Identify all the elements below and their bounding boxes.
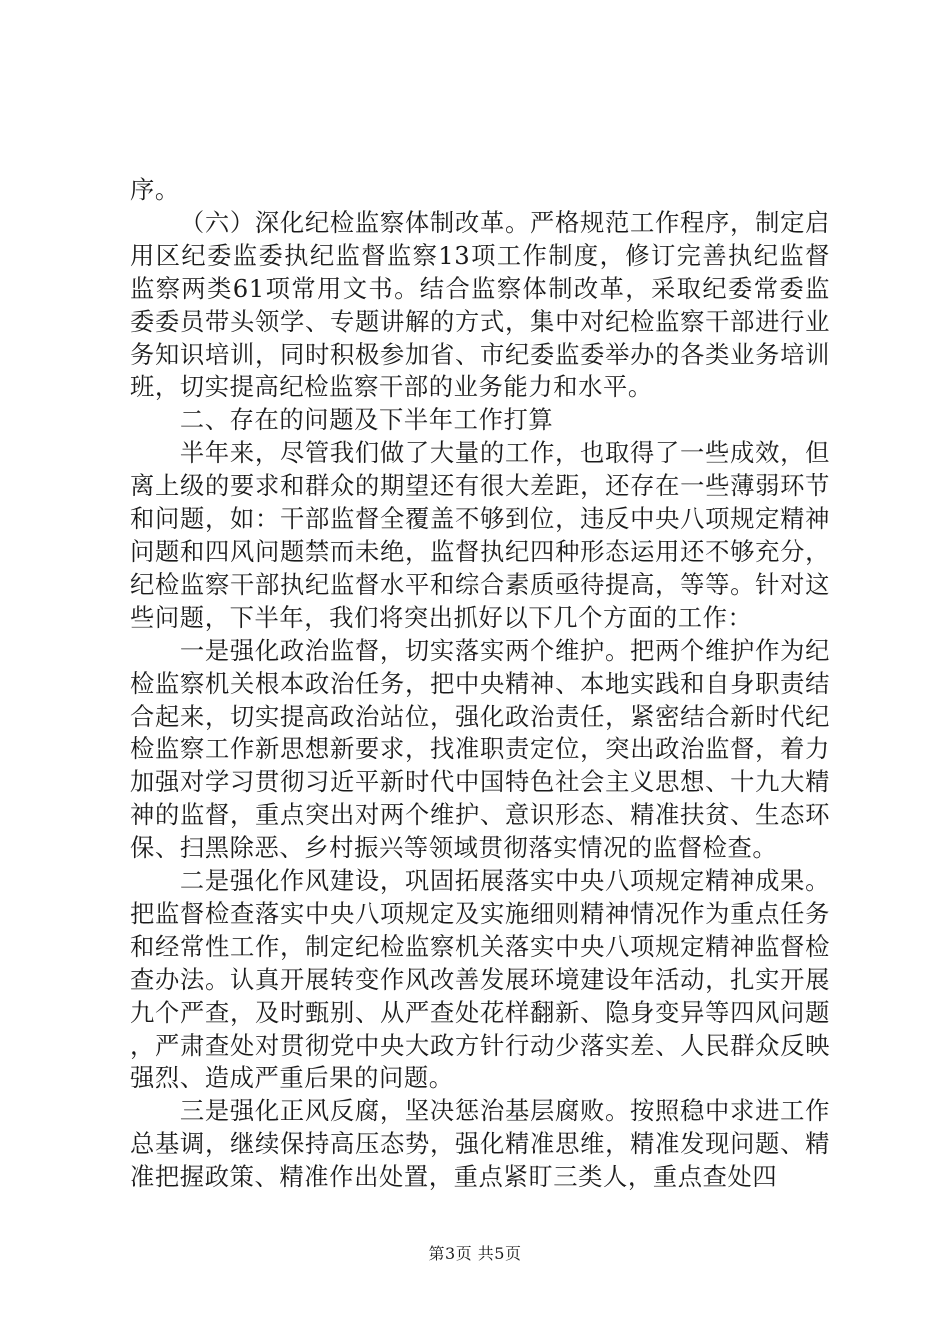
paragraph-political-supervision: 一是强化政治监督，切实落实两个维护。把两个维护作为纪检监察机关根本政治任务，把中央精神、本地实践和自身职责结合起来，切实提高政治站位，强化政治责任，紧密结合新时代纪检监察工作新思想新要求，找准职责定位，突出政治监督，着力加强对学习贯彻习近平新时代中国特色社会主义思想、十九大精神的监督，重点突出对两个维护、意识形态、精准扶贫、生态环保、扫黑除恶、乡村振兴等领域贯彻落实情况的监督检查。 [130,635,830,863]
page-number-label: 第3页 共5页 [428,1244,522,1263]
paragraph-half-year-review: 半年来，尽管我们做了大量的工作，也取得了一些成效，但离上级的要求和群众的期望还有很大差距，还存在一些薄弱环节和问题，如：干部监督全覆盖不够到位，违反中央八项规定精神问题和四风问题禁而未绝，监督执纪四种形态运用还不够充分，纪检监察干部执纪监督水平和综合素质亟待提高，等等。针对这些问题，下半年，我们将突出抓好以下几个方面的工作： [130,438,830,632]
paragraph-anti-corruption: 三是强化正风反腐，坚决惩治基层腐败。按照稳中求进工作总基调，继续保持高压态势，强化精准思维，精准发现问题、精准把握政策、精准作出处置，重点紧盯三类人，重点查处四 [130,1096,830,1192]
paragraph-continuation: 序。 [130,175,180,204]
paragraph-reform: （六）深化纪检监察体制改革。严格规范工作程序，制定启用区纪委监委执纪监督监察13项工作制度，修订完善执纪监督监察两类61项常用文书。结合监察体制改革，采取纪委常委监委委员带头领学、专题讲解的方式，集中对纪检监察干部进行业务知识培训，同时积极参加省、市纪委监委举办的各类业务培训班，切实提高纪检监察干部的业务能力和水平。 [130,207,830,402]
section-heading-problems-plans: 二、存在的问题及下半年工作打算 [179,405,554,435]
page-footer [0,1244,950,1264]
document-body [130,174,830,1194]
paragraph-work-style: 二是强化作风建设，巩固拓展落实中央八项规定精神成果。把监督检查落实中央八项规定及实施细则精神情况作为重点任务和经常性工作，制定纪检监察机关落实中央八项规定精神监督检查办法。认真开展转变作风改善发展环境建设年活动，扎实开展九个严查，及时甄别、从严查处花样翻新、隐身变异等四风问题，严肃查处对贯彻党中央大政方针行动少落实差、人民群众反映强烈、造成严重后果的问题。 [130,866,830,1093]
